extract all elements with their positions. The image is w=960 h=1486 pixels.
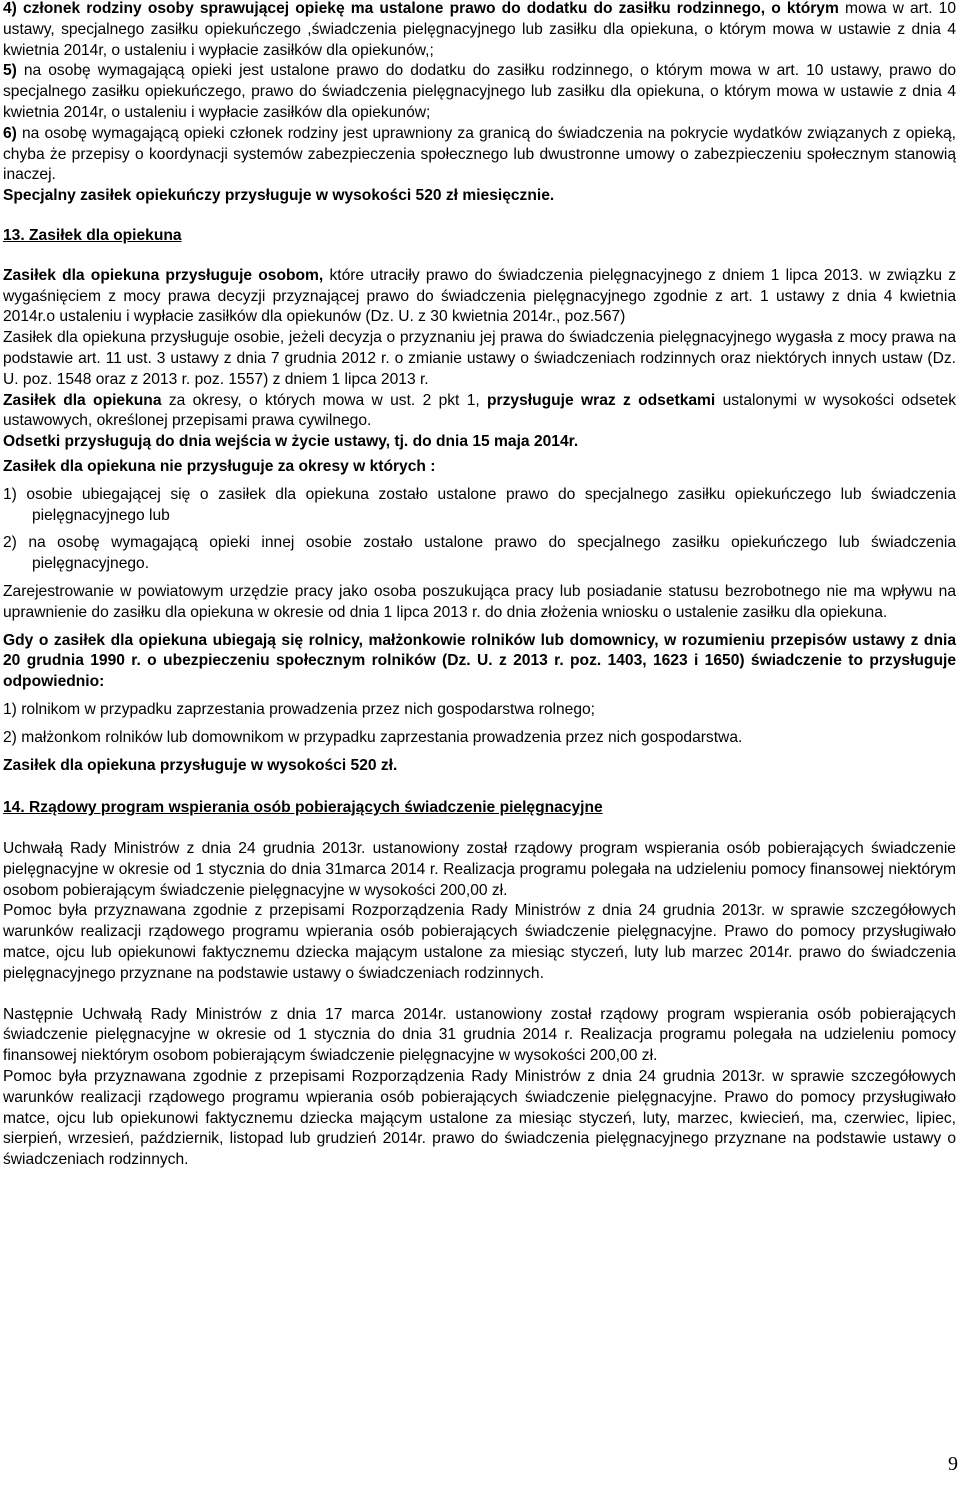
page-number: 9	[948, 1453, 958, 1475]
section-13-farmers-item-2: 2) małżonkom rolników lub domownikom w przypadku zaprzestania prowadzenia przez nich gospodarstwa.	[3, 728, 743, 746]
section-14-paragraph-4: Pomoc była przyznawana zgodnie z przepisami Rozporządzenia Rady Ministrów z dnia 24 grudnia 2013r. w sprawie szczegółowych warunków realizacji rządowego programu wpierania osób pobierających świadczenie pielęgnacyjne. Prawo do pomocy przysługiwało matce, ojcu lub opiekunowi faktycznemu dziecka mającym ustalone za miesiąc styczeń, luty, marzec, kwiecień, ma, czerwiec, lipiec, sierpień, wrzesień, październik, listopad lub grudzień 2014r. prawo do świadczenia pielęgnacyjnego przyznane na podstawie ustawy o świadczeniach rodzinnych.	[3, 1068, 956, 1169]
paragraph-item-5	[3, 61, 956, 123]
section-13-farmers-item-1: 1) rolnikom w przypadku zaprzestania prowadzenia przez nich gospodarstwa rolnego;	[3, 700, 596, 718]
section-14-paragraph-2: Pomoc była przyznawana zgodnie z przepisami Rozporządzenia Rady Ministrów z dnia 24 grudnia 2013r. w sprawie szczegółowych warunków realizacji rządowego programu wpierania osób pobierających świadczenie pielęgnacyjne. Prawo do pomocy przysługiwało matce, ojcu lub opiekunowi faktycznemu dziecka mającym ustalone za miesiąc styczeń, luty lub marzec 2014r. prawo do świadczenia pielęgnacyjnego przyznane na podstawie ustawy o świadczeniach rodzinnych.	[3, 902, 956, 982]
section-13-exclusion-2: 2) na osobę wymagającą opieki innej osobie zostało ustalone prawo do specjalnego zasiłku opiekuńczego lub świadczenia pielęgnacyjnego.	[3, 534, 956, 573]
section-13-paragraph-3	[3, 391, 956, 433]
section-14-paragraph-3: Następnie Uchwałą Rady Ministrów z dnia 17 marca 2014r. ustanowiony został rządowy program wspierania osób pobierających świadczenie pielęgnacyjne w okresie od 1 stycznia do dnia 31 grudnia 2014 r. Realizacja programu polegała na udzieleniu pomocy finansowej niektórym osobom pobierającym świadczenie pielęgnacyjne w wysokości 200,00 zł.	[3, 1005, 956, 1065]
section-13-paragraph-2: Zasiłek dla opiekuna przysługuje osobie, jeżeli decyzja o przyznaniu jej prawa do świadczenia pielęgnacyjnego wygasła z mocy prawa na podstawie art. 11 ust. 3 ustawy z dnia 7 grudnia 2012 r. o zmianie ustawy o świadczeniach rodzinnych oraz niektórych innych ustaw (Dz. U. poz. 1548 oraz z 2013 r. poz. 1557) z dniem 1 lipca 2013 r.	[3, 329, 956, 388]
section-13-amount: Zasiłek dla opiekuna przysługuje w wysokości 520 zł.	[3, 756, 398, 774]
item-4-text: mowa w art. 10 ustawy, specjalnego zasiłku opiekuńczego ,świadczenia pielęgnacyjnego lub zasiłku dla opiekuna, o którym mowa w ustawie z dnia 4 kwietnia 2014r, o ustaleniu i wypłacie zasiłków dla opiekunów,;	[3, 0, 956, 59]
specjalny-zasilek-amount: Specjalny zasiłek opiekuńczy przysługuje w wysokości 520 zł miesięcznie.	[3, 187, 555, 205]
item-6-text: na osobę wymagającą opieki członek rodziny jest uprawniony za granicą do świadczenia na pokrycie wydatków związanych z opieką, chyba że przepisy o koordynacji systemów zabezpieczenia społecznego lub dwustronne umowy o zabezpieczeniu społecznym stanowią inaczej.	[3, 124, 956, 184]
section-13-paragraph-1	[3, 266, 956, 328]
item-4-bold: 4) członek rodziny osoby sprawującej opiekę ma ustalone prawo do dodatku do zasiłku rodzinnego, o którym	[3, 0, 839, 17]
section-13-paragraph-3-bold-a: Zasiłek dla opiekuna	[3, 391, 162, 409]
section-13-exclusion-1: 1) osobie ubiegającej się o zasiłek dla opiekuna zostało ustalone prawo do specjalnego zasiłku opiekuńczego lub świadczenia pielęgnacyjnego lub	[3, 485, 956, 524]
section-14-heading: 14. Rządowy program wspierania osób pobierających świadczenie pielęgnacyjne	[3, 799, 603, 817]
section-13-paragraph-3-text-a: za okresy, o których mowa w ust. 2 pkt 1,	[161, 391, 488, 409]
paragraph-item-4	[3, 0, 956, 61]
section-13-farmers-paragraph: Gdy o zasiłek dla opiekuna ubiegają się rolnicy, małżonkowie rolników lub domownicy, w rozumieniu przepisów ustawy z dnia 20 grudnia 1990 r. o ubezpieczeniu społecznym rolników (Dz. U. z 2013 r. poz. 1403, 1623 i 1650) świadczenie to przysługuje odpowiednio:	[3, 631, 956, 691]
section-13-paragraph-3-text-b: ustalonymi w wysokości odsetek ustawowych, określonej przepisami prawa cywilnego.	[3, 391, 957, 430]
section-13-paragraph-3-bold-b: przysługuje wraz z odsetkami	[487, 391, 716, 409]
item-5-text: na osobę wymagającą opieki jest ustalone prawo do dodatku do zasiłku rodzinnego, o którym mowa w art. 10 ustawy, prawo do specjalnego zasiłku opiekuńczego, prawo do świadczenia pielęgnacyjnego lub zasiłku dla opiekuna, o którym mowa w ustawie z dnia 4 kwietnia 2014r, o ustaleniu i wypłacie zasiłków dla opiekunów;	[3, 62, 956, 121]
item-5-number: 5)	[3, 62, 17, 80]
paragraph-item-6	[3, 124, 956, 186]
section-13-registration-note: Zarejestrowanie w powiatowym urzędzie pracy jako osoba poszukująca pracy lub posiadanie statusu bezrobotnego nie ma wpływu na uprawnienie do zasiłku dla opiekuna w okresie od dnia 1 lipca 2013 r. do dnia złożenia wniosku o ustalenie zasiłku dla opiekuna.	[3, 582, 956, 621]
section-14-paragraph-1: Uchwałą Rady Ministrów z dnia 24 grudnia 2013r. ustanowiony został rządowy program wspierania osób pobierających świadczenie pielęgnacyjne w okresie od 1 stycznia do dnia 31marca 2014 r. Realizacja programu polegała na udzieleniu pomocy finansowej niektórym osobom pobierającym świadczenie pielęgnacyjne w wysokości 200,00 zł.	[3, 840, 956, 899]
section-13-paragraph-1-bold: Zasiłek dla opiekuna przysługuje osobom,	[3, 266, 324, 284]
section-13-interest-note: Odsetki przysługują do dnia wejścia w życie ustawy, tj. do dnia 15 maja 2014r.	[3, 433, 579, 451]
item-6-number: 6)	[3, 124, 17, 142]
section-13-heading: 13. Zasiłek dla opiekuna	[3, 226, 182, 244]
section-13-paragraph-1-text: które utraciły prawo do świadczenia pielęgnacyjnego z dniem 1 lipca 2013. w związku z wygaśnięciem z mocy prawa decyzji przyznającej prawo do świadczenia pielęgnacyjnego zgodnie z art. 1 ustawy z dnia 4 kwietnia 2014r.o ustaleniu i wypłacie zasiłków dla opiekunów (Dz. U. z 30 kwietnia 2014r., poz.567)	[3, 266, 956, 326]
section-13-exclusions-heading: Zasiłek dla opiekuna nie przysługuje za okresy w których :	[3, 457, 436, 475]
